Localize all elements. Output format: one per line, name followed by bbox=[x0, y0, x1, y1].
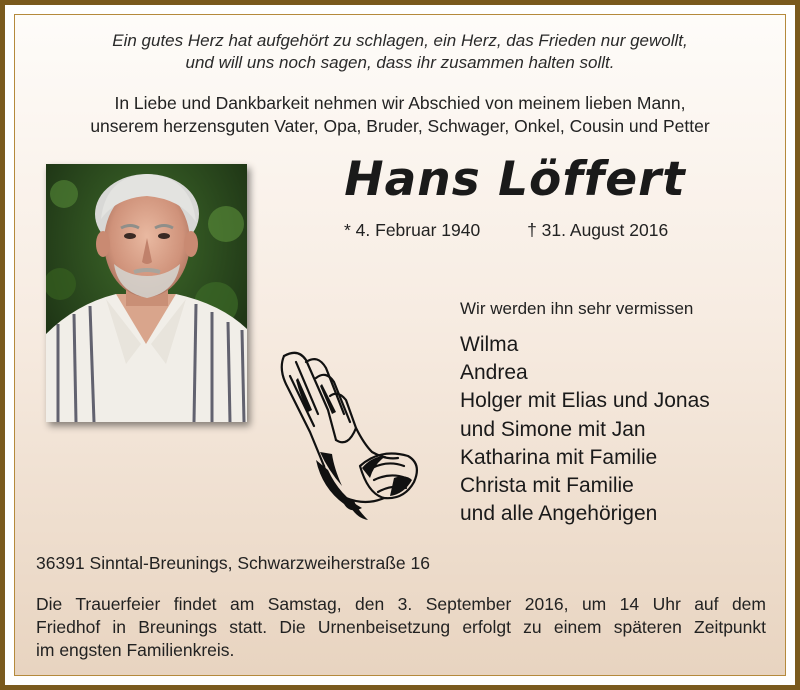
mourner-name: Christa mit Familie bbox=[460, 474, 634, 498]
poem-line-1: Ein gutes Herz hat aufgehört zu schlagen, ein Herz, das Frieden nur gewollt, bbox=[112, 31, 688, 50]
mourner-name: und alle Angehörigen bbox=[460, 502, 658, 526]
mourner-name: und Simone mit Jan bbox=[460, 417, 646, 441]
notice-line-3: im engsten Familienkreis. bbox=[36, 640, 235, 660]
mourners-heading: Wir werden ihn sehr vermissen bbox=[460, 299, 694, 318]
intro-text bbox=[0, 92, 800, 138]
poem-line-2: und will uns noch sagen, dass ihr zusammen halten sollt. bbox=[185, 53, 615, 72]
mourner-name: Wilma bbox=[460, 333, 519, 356]
poem bbox=[0, 30, 800, 74]
funeral-notice bbox=[36, 593, 766, 662]
mourner-name: Holger mit Elias und Jonas bbox=[460, 389, 710, 413]
portrait-photo bbox=[46, 164, 247, 422]
praying-hands-icon bbox=[276, 348, 422, 522]
mourners-list bbox=[460, 331, 710, 528]
notice-line-1: Die Trauerfeier findet am Samstag, den 3. September 2016, um 14 Uhr auf dem bbox=[36, 594, 766, 614]
death-date: † 31. August 2016 bbox=[527, 220, 669, 240]
mourner-name: Katharina mit Familie bbox=[460, 445, 658, 469]
life-dates bbox=[344, 220, 668, 241]
intro-line-1: In Liebe und Dankbarkeit nehmen wir Abschied von meinem lieben Mann, bbox=[114, 93, 686, 113]
intro-line-2: unserem herzensguten Vater, Opa, Bruder, Schwager, Onkel, Cousin und Petter bbox=[90, 116, 710, 136]
notice-line-2: Friedhof in Breunings statt. Die Urnenbeisetzung erfolgt zu einem späteren Zeitpunkt bbox=[36, 617, 766, 637]
deceased-name: Hans Löffert bbox=[344, 152, 686, 207]
family-address: 36391 Sinntal-Breunings, Schwarzweiherstraße 16 bbox=[36, 553, 430, 573]
birth-date: * 4. Februar 1940 bbox=[344, 220, 481, 240]
mourner-name: Andrea bbox=[460, 361, 528, 385]
